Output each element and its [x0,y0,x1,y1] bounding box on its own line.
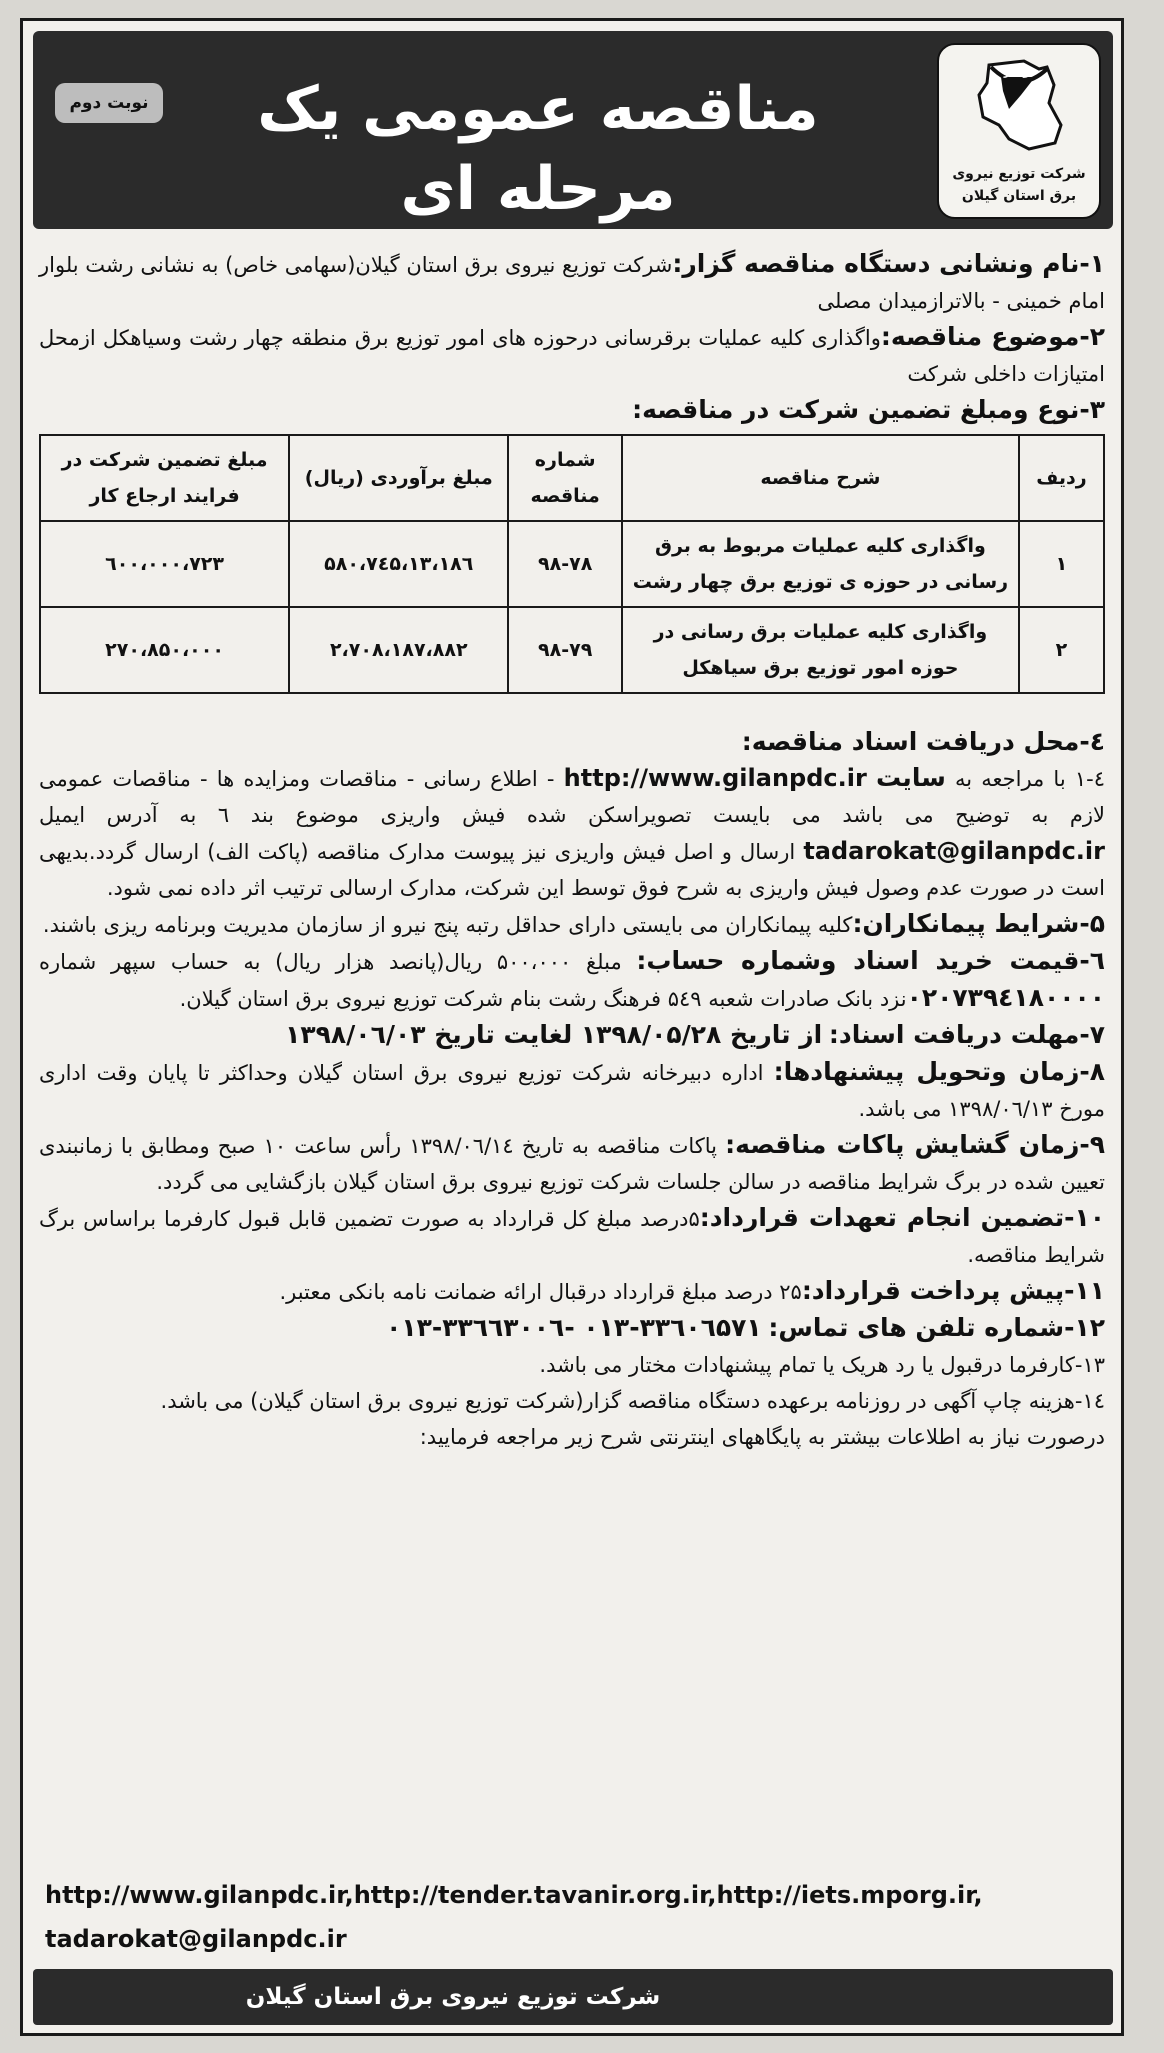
section-5-text: کلیه پیمانکاران می بایستی دارای حداقل رتبه پنج نیرو از سازمان مدیریت وبرنامه ریزی باشند. [42,913,853,937]
header-row-number: ردیف [1019,435,1104,521]
website-links[interactable]: http://www.gilanpdc.ir,http://tender.tavanir.org.ir,http://iets.mporg.ir, [45,1881,983,1909]
more-info-text: درصورت نیاز به اطلاعات بیشتر به پایگاههای اینترنتی شرح زیر مراجعه فرمایید: [419,1425,1105,1449]
section-7-label: ۷-مهلت دریافت اسناد: [828,1020,1105,1049]
section-12-label: ۱۲-شماره تلفن های تماس: [768,1313,1105,1342]
section-4-1-site: سایت [875,763,946,792]
section-11-label: ۱۱-پیش پرداخت قرارداد: [801,1276,1105,1305]
section-12 [39,1310,1105,1347]
contact-email[interactable]: tadarokat@gilanpdc.ir [45,1925,347,1953]
table-header-row [40,435,1104,521]
section-2 [39,319,1105,392]
status-badge: نوبت دوم [55,83,163,123]
table-row [40,521,1104,607]
section-6-account: ۰۲۰۷۳۹٤۱۸۰۰۰۰ [906,983,1105,1012]
section-1 [39,246,1105,319]
section-1-label: ۱-نام ونشانی دستگاه مناقصه گزار: [672,249,1106,278]
section-4-1-text2: ارسال و اصل فیش واریزی نیز پیوست مدارک مناقصه (پاکت الف) ارسال گردد.بدیهی است در صورت عدم وصول فیش واریزی به شرح فوق توسط این شرکت، مدارک ارسالی ترتیب اثر داده نمی شود. [39,840,1105,900]
links-block [45,1873,983,1961]
section-5 [39,906,1105,943]
cell-description: واگذاری کلیه عملیات برق رسانی در حوزه امور توزیع برق سیاهکل [622,607,1019,693]
section-6-label: ٦-قیمت خرید اسناد وشماره حساب: [636,946,1105,975]
website-link[interactable]: http://www.gilanpdc.ir [563,764,867,792]
section-8-label: ۸-زمان وتحویل پیشنهادها: [773,1057,1105,1086]
cell-description: واگذاری کلیه عملیات مربوط به برق رسانی در حوزه ی توزیع برق چهار رشت [622,521,1019,607]
section-10-text: ۵درصد مبلغ کل قرارداد به صورت تضمین قابل قبول کارفرما براساس برگ شرایط مناقصه. [39,1207,1105,1267]
header-estimate: مبلغ برآوردی (ریال) [289,435,508,521]
section-10-label: ۱۰-تضمین انجام تعهدات قرارداد: [699,1203,1105,1232]
section-11 [39,1273,1105,1310]
section-4-1 [39,760,1105,906]
cell-guarantee: ۲۷۰،۸۵۰،۰۰۰ [40,607,289,693]
section-13: ۱۳-کارفرما درقبول یا رد هریک یا تمام پیشنهادات مختار می باشد. [539,1353,1105,1377]
section-7 [39,1017,1105,1054]
page-title: مناقصه عمومی یک مرحله ای [257,74,819,224]
tender-table [39,434,1105,694]
logo-company-name: شرکت توزیع نیروی برق استان گیلان [952,166,1086,204]
tender-notice-page [20,18,1124,2036]
section-6 [39,943,1105,1017]
email-link[interactable]: tadarokat@gilanpdc.ir [803,837,1105,865]
section-14: ١٤-هزینه چاپ آگهی در روزنامه برعهده دستگاه مناقصه گزار(شرکت توزیع نیروی برق استان گیلان) می باشد. [160,1389,1105,1413]
cell-guarantee: ۷۲۳،٦۰۰،۰۰۰ [40,521,289,607]
section-12-phones: ۳۳٦۰٦۵۷۱-۰۱۳ -۳۳٦٦۳۰۰٦-۰۱۳ [386,1313,762,1342]
section-3-label: ۳-نوع ومبلغ تضمین شرکت در مناقصه: [632,395,1105,424]
section-1-text: شرکت توزیع نیروی برق استان گیلان(سهامی خاص) به نشانی رشت بلوار امام خمینی - بالاترازمیدان مصلی [39,253,1105,313]
section-4-1-prefix: ٤-١ با مراجعه به [954,767,1105,791]
header-tender-number: شماره مناقصه [508,435,622,521]
section-8-text: اداره دبیرخانه شرکت توزیع نیروی برق استان گیلان وحداکثر تا پایان وقت اداری مورخ ۱۳۹۸/۰٦/۱۳ می باشد. [39,1061,1105,1121]
section-4-label: ٤-محل دریافت اسناد مناقصه: [741,727,1105,756]
notice-body [39,246,1105,1455]
footer-banner [33,1969,1113,2025]
section-8 [39,1054,1105,1127]
section-9 [39,1127,1105,1200]
iran-map-logo-icon [969,55,1069,155]
table-row [40,607,1104,693]
section-9-label: ۹-زمان گشایش پاکات مناقصه: [725,1130,1106,1159]
section-2-label: ۲-موضوع مناقصه: [880,322,1106,351]
header-banner [33,31,1113,229]
footer-company-name: شرکت توزیع نیروی برق استان گیلان [245,1984,661,2010]
cell-estimate: ۱۳،۱۸٦،۵۸۰،۷٤۵ [289,521,508,607]
header-description: شرح مناقصه [622,435,1019,521]
cell-estimate: ۲،۷۰۸،۱۸۷،۸۸۲ [289,607,508,693]
cell-tender-number: ۹۸-۷۹ [508,607,622,693]
section-4-1-text: - اطلاع رسانی - مناقصات ومزایده ها - مناقصات عمومی لازم به توضیح می باشد می بایست تصویراسکن شده فیش واریزی موضوع بند ٦ به آدرس ایمیل [39,767,1106,827]
cell-row: ۲ [1019,607,1104,693]
section-2-text: واگذاری کلیه عملیات برقرسانی درحوزه های امور توزیع برق منطقه چهار رشت وسیاهکل ازمحل امتیازات داخلی شرکت [39,326,1105,386]
cell-tender-number: ۹۸-۷۸ [508,521,622,607]
section-6-text: مبلغ ۵۰۰،۰۰۰ ریال(پانصد هزار ریال) به حساب سپهر شماره [39,950,622,974]
company-logo [937,43,1101,219]
logo-emblem-text: توانیر [1003,65,1035,78]
section-5-label: ۵-شرایط پیمانکاران: [852,909,1105,938]
section-10 [39,1200,1105,1273]
cell-row: ۱ [1019,521,1104,607]
section-11-text: ۲۵ درصد مبلغ قرارداد درقبال ارائه ضمانت نامه بانکی معتبر. [279,1280,802,1304]
section-6-text2: نزد بانک صادرات شعبه ۵٤۹ فرهنگ رشت بنام شرکت توزیع نیروی برق استان گیلان. [179,987,907,1011]
section-9-text: پاکات مناقصه به تاریخ ۱۳۹۸/۰٦/۱٤ رأس ساعت ۱۰ صبح ومطابق با زمانبندی تعیین شده در برگ شرایط مناقصه در سالن جلسات شرکت توزیع نیروی برق استان گیلان بازگشایی می گردد. [39,1134,1105,1194]
header-guarantee: مبلغ تضمین شرکت در فرایند ارجاع کار [40,435,289,521]
section-7-text: از تاریخ ۱۳۹۸/۰۵/۲۸ لغایت تاریخ ۱۳۹۸/۰٦/۰۳ [285,1020,823,1049]
